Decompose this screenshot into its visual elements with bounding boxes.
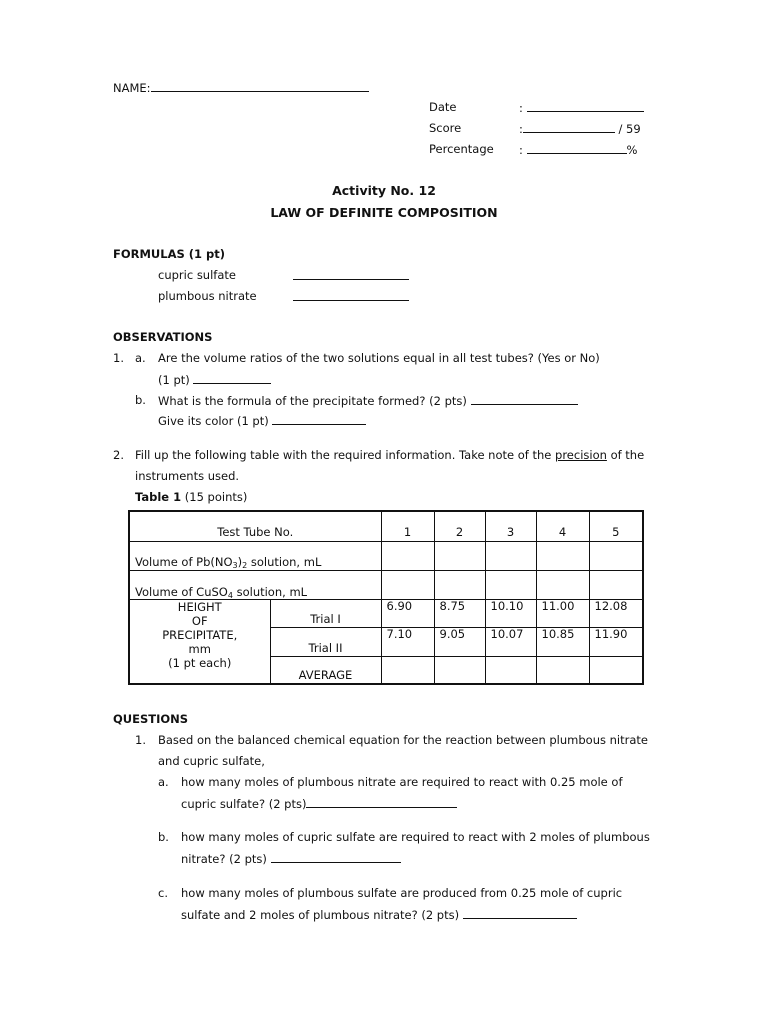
table-cell-input[interactable] bbox=[485, 656, 536, 684]
table-cell-input[interactable] bbox=[589, 570, 643, 599]
question-letter: a. bbox=[158, 775, 169, 789]
data-table bbox=[128, 510, 644, 685]
date-blank[interactable] bbox=[527, 100, 644, 112]
table-row bbox=[129, 570, 643, 599]
answer-blank[interactable] bbox=[471, 393, 578, 405]
table-cell-input[interactable] bbox=[485, 541, 536, 570]
answer-blank[interactable] bbox=[306, 796, 457, 808]
question-c-answer[interactable]: sulfate and 2 moles of plumbous nitrate? (2 pts) bbox=[181, 907, 577, 922]
date-label: Date bbox=[429, 100, 457, 114]
table-cell-input[interactable] bbox=[536, 656, 589, 684]
trial-1-label: Trial I bbox=[270, 599, 381, 627]
question-letter: c. bbox=[158, 886, 168, 900]
formulas-heading: FORMULAS (1 pt) bbox=[113, 247, 226, 261]
observation-1b-text[interactable]: What is the formula of the precipitate formed? (2 pts) bbox=[158, 393, 578, 408]
formula-item-label: cupric sulfate bbox=[158, 268, 236, 282]
table-cell-input[interactable] bbox=[589, 656, 643, 684]
table-row bbox=[129, 541, 643, 570]
table-cell-input[interactable] bbox=[381, 541, 434, 570]
activity-subtitle: LAW OF DEFINITE COMPOSITION bbox=[270, 205, 498, 220]
observation-2-text-cont: instruments used. bbox=[135, 469, 240, 483]
question-b-text: how many moles of cupric sulfate are required to react with 2 moles of plumbous bbox=[181, 830, 650, 844]
observation-1b-color[interactable]: Give its color (1 pt) bbox=[158, 413, 366, 428]
question-a-text: how many moles of plumbous nitrate are required to react with 0.25 mole of bbox=[181, 775, 623, 789]
table-header-row bbox=[129, 511, 643, 541]
table-cell-input[interactable] bbox=[381, 656, 434, 684]
trial-1-value: 12.08 bbox=[589, 599, 643, 627]
trial-2-value: 7.10 bbox=[381, 627, 434, 656]
score-label: Score bbox=[429, 121, 462, 135]
question-1-text: Based on the balanced chemical equation for the reaction between plumbous nitrate bbox=[158, 733, 648, 747]
observation-letter: b. bbox=[135, 393, 146, 407]
observation-number: 1. bbox=[113, 351, 124, 365]
row-label-cu-volume: Volume of CuSO$_4$ solution, mL bbox=[129, 570, 381, 599]
trial-1-value: 8.75 bbox=[434, 599, 485, 627]
trial-2-value: 9.05 bbox=[434, 627, 485, 656]
question-number: 1. bbox=[135, 733, 146, 747]
observation-number: 2. bbox=[113, 448, 124, 462]
score-blank[interactable] bbox=[523, 121, 615, 133]
observation-letter: a. bbox=[135, 351, 146, 365]
trial-2-value: 11.90 bbox=[589, 627, 643, 656]
observation-2-text: Fill up the following table with the required information. Take note of the precision of the bbox=[135, 448, 645, 462]
answer-blank[interactable] bbox=[193, 372, 271, 384]
observation-1a-text: Are the volume ratios of the two solutions equal in all test tubes? (Yes or No) bbox=[158, 351, 600, 365]
header-tube: 5 bbox=[589, 511, 643, 541]
answer-blank[interactable] bbox=[271, 851, 401, 863]
table-cell-input[interactable] bbox=[536, 570, 589, 599]
percentage-field[interactable]: : % bbox=[519, 143, 638, 157]
table-cell-input[interactable] bbox=[434, 570, 485, 599]
trial-2-value: 10.85 bbox=[536, 627, 589, 656]
observations-heading: OBSERVATIONS bbox=[113, 330, 213, 344]
header-tube: 4 bbox=[536, 511, 589, 541]
answer-blank[interactable] bbox=[463, 907, 577, 919]
question-letter: b. bbox=[158, 830, 169, 844]
formula-cupric-sulfate-blank[interactable] bbox=[293, 268, 409, 283]
header-tube: 1 bbox=[381, 511, 434, 541]
activity-title: Activity No. 12 bbox=[332, 183, 436, 198]
table-cell-input[interactable] bbox=[434, 541, 485, 570]
header-tube: 3 bbox=[485, 511, 536, 541]
percentage-blank[interactable] bbox=[527, 142, 627, 154]
table-caption: Table 1 (15 points) bbox=[135, 490, 248, 504]
question-1-text-cont: and cupric sulfate, bbox=[158, 754, 265, 768]
observation-1a-answer[interactable]: (1 pt) bbox=[158, 372, 271, 387]
header-test-tube: Test Tube No. bbox=[129, 511, 381, 541]
formula-plumbous-nitrate-blank[interactable] bbox=[293, 289, 409, 304]
header-tube: 2 bbox=[434, 511, 485, 541]
table-cell-input[interactable] bbox=[536, 541, 589, 570]
trial-2-value: 10.07 bbox=[485, 627, 536, 656]
table-row bbox=[129, 599, 643, 627]
table-cell-input[interactable] bbox=[485, 570, 536, 599]
questions-heading: QUESTIONS bbox=[113, 712, 189, 726]
table-cell-input[interactable] bbox=[589, 541, 643, 570]
formula-item-label: plumbous nitrate bbox=[158, 289, 257, 303]
question-c-text: how many moles of plumbous sulfate are produced from 0.25 mole of cupric bbox=[181, 886, 623, 900]
score-total: / 59 bbox=[618, 122, 641, 136]
average-label: AVERAGE bbox=[270, 656, 381, 684]
trial-1-value: 10.10 bbox=[485, 599, 536, 627]
trial-2-label: Trial II bbox=[270, 627, 381, 656]
table-cell-input[interactable] bbox=[381, 570, 434, 599]
trial-1-value: 11.00 bbox=[536, 599, 589, 627]
question-a-answer[interactable]: cupric sulfate? (2 pts) bbox=[181, 796, 457, 811]
question-b-answer[interactable]: nitrate? (2 pts) bbox=[181, 851, 401, 866]
height-precipitate-label: HEIGHT OF PRECIPITATE, mm (1 pt each) bbox=[129, 599, 270, 684]
score-field[interactable]: : / 59 bbox=[519, 122, 641, 136]
name-blank[interactable] bbox=[151, 80, 369, 92]
trial-1-value: 6.90 bbox=[381, 599, 434, 627]
name-field[interactable]: NAME: bbox=[113, 80, 369, 95]
row-label-pb-volume: Volume of $Pb(NO_3)_2$ solution, mL bbox=[129, 541, 381, 570]
table-cell-input[interactable] bbox=[434, 656, 485, 684]
date-field[interactable]: : bbox=[519, 100, 644, 115]
answer-blank[interactable] bbox=[272, 413, 366, 425]
percentage-label: Percentage bbox=[429, 142, 494, 156]
